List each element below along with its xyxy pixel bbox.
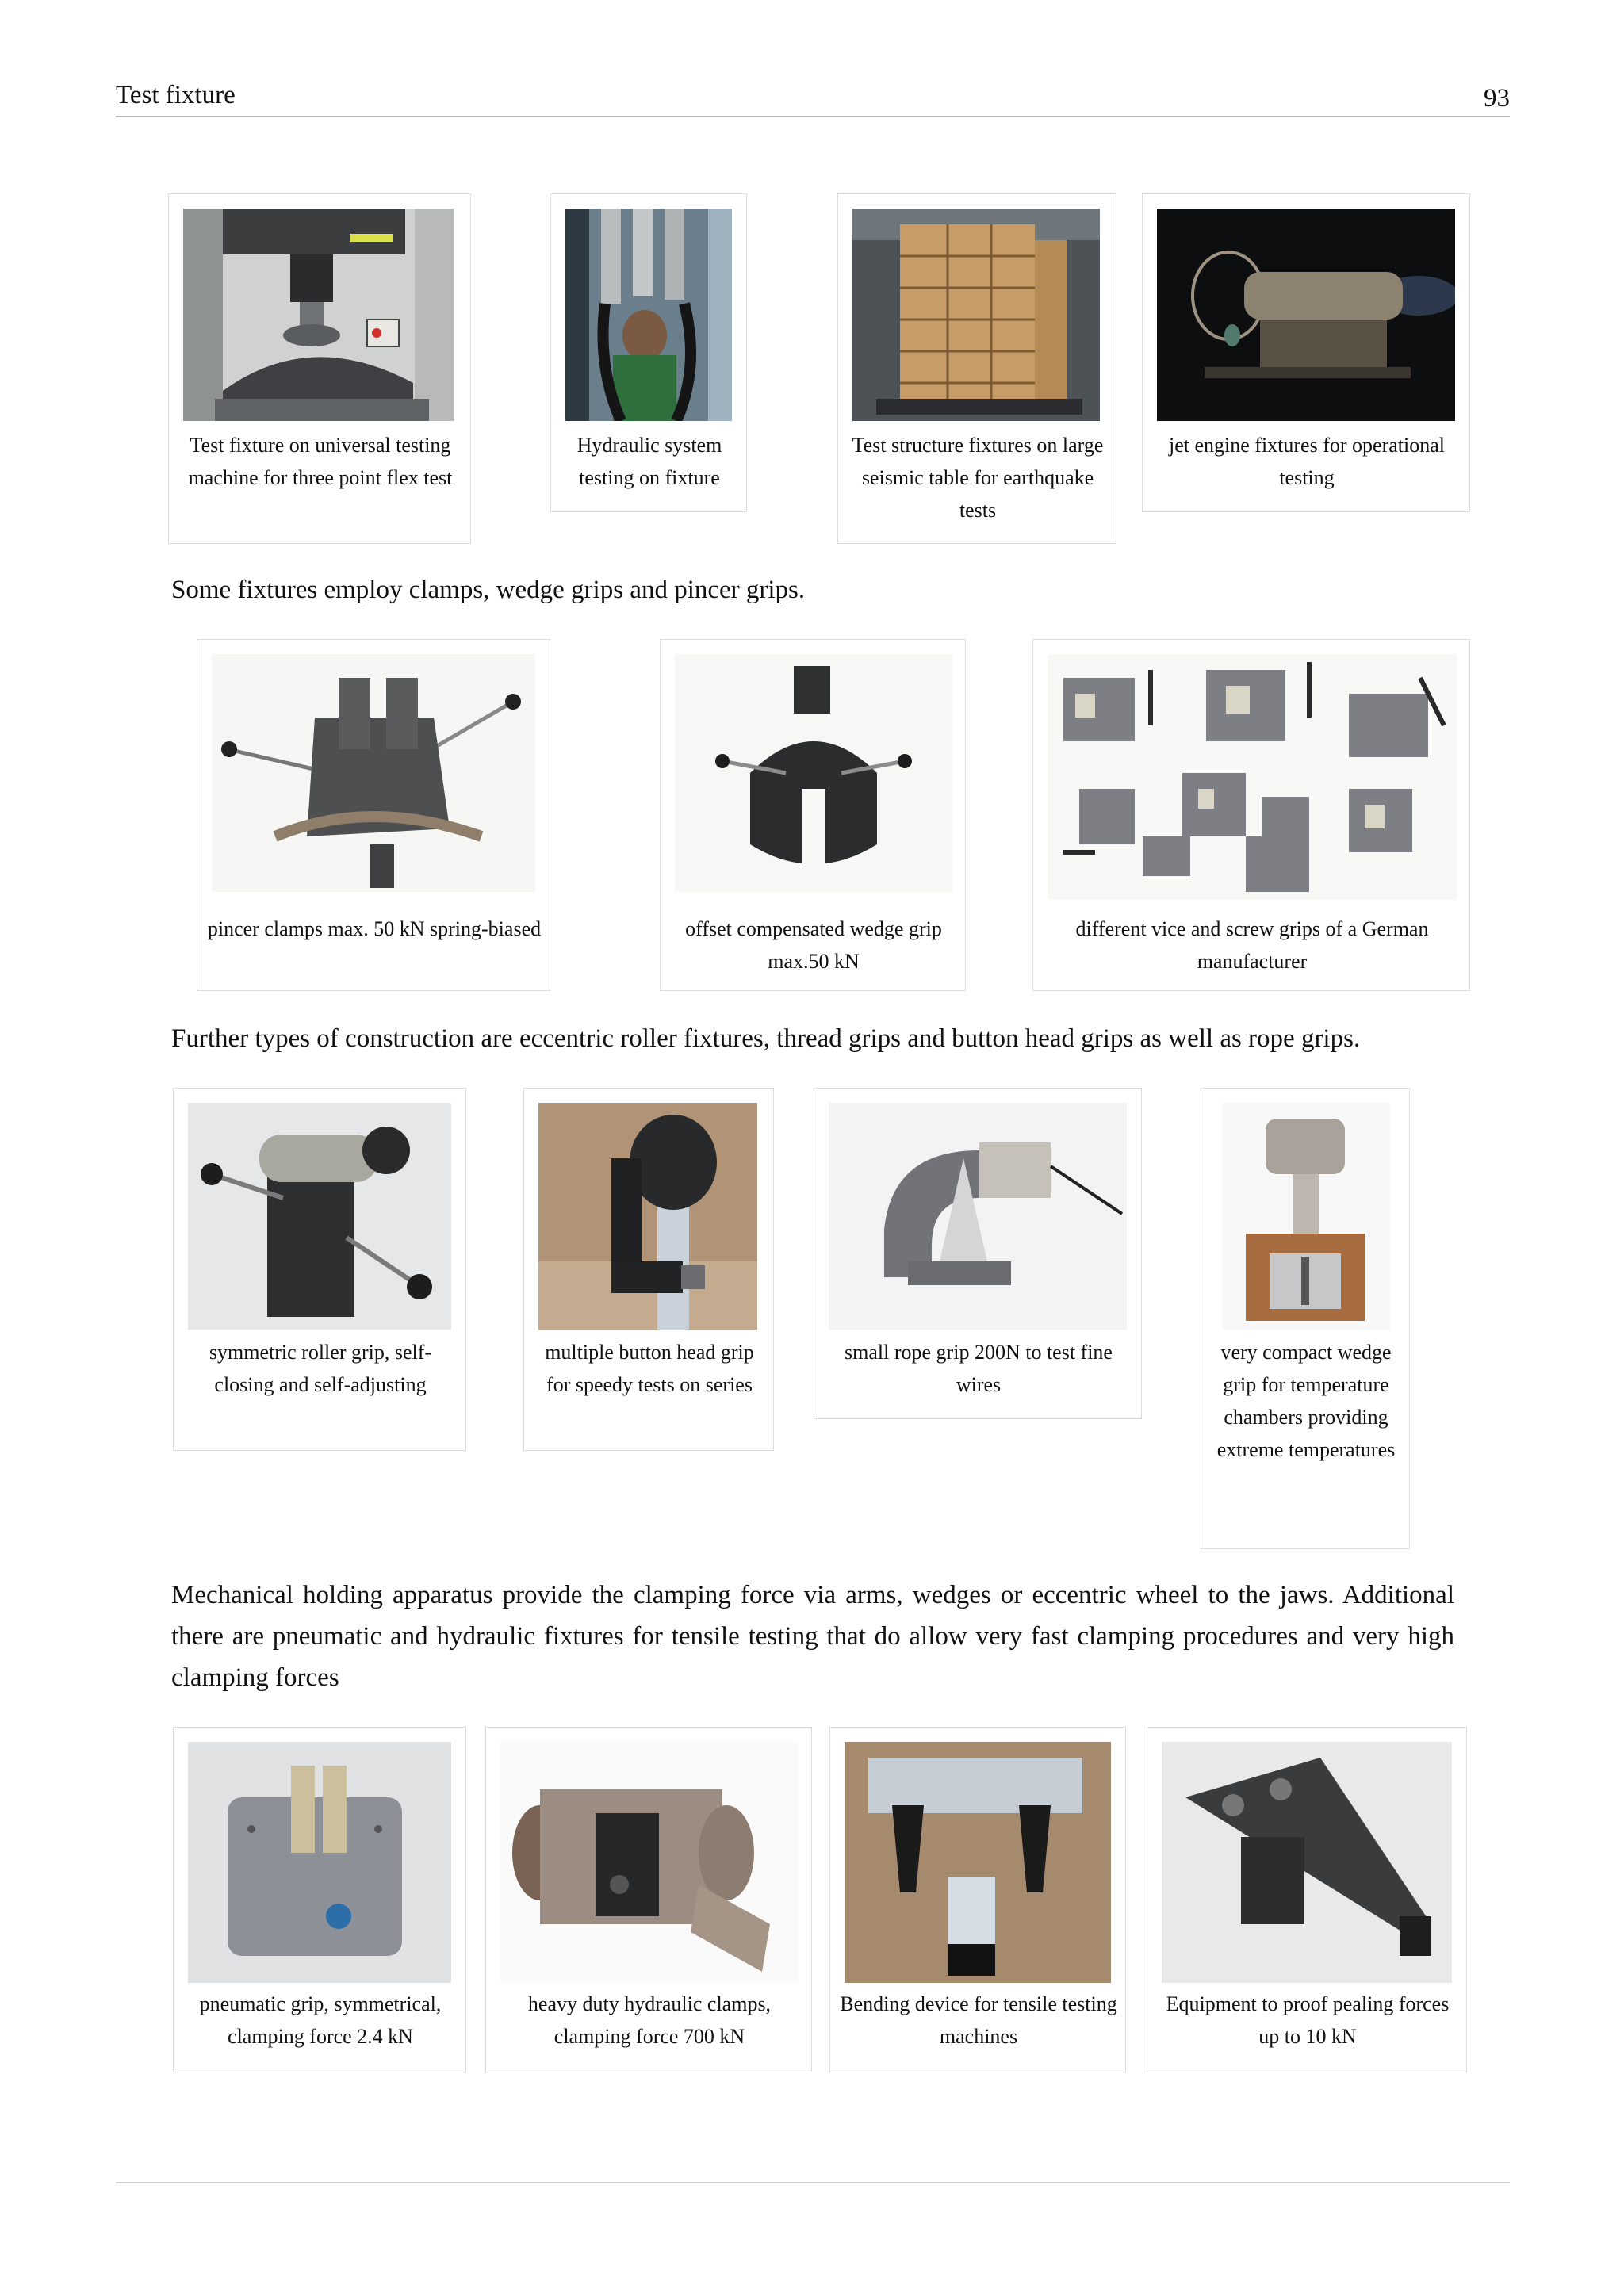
caption-wedge-grip: offset compensated wedge grip max.50 kN (685, 917, 942, 973)
paragraph-clamps: Some fixtures employ clamps, wedge grips and pincer grips. (171, 576, 806, 604)
figure-seismic-table (837, 193, 1116, 544)
caption-bending-device: Bending device for tensile testing machines (840, 1992, 1117, 2048)
caption-hydraulic-clamps: heavy duty hydraulic clamps, clamping force 700 kN (527, 1992, 772, 2048)
caption-compact-wedge-grip: very compact wedge grip for temperature chambers providing extreme temperatures (1216, 1341, 1396, 1461)
photo-seismic-table (852, 209, 1100, 421)
photo-pneumatic-grip (188, 1742, 451, 1983)
photo-hydraulic-system (565, 209, 732, 421)
photo-pincer-clamps (212, 654, 535, 892)
page-number: 93 (1484, 84, 1510, 113)
figure-roller-grip (173, 1088, 466, 1451)
paragraph-mechanical-holding: Mechanical holding apparatus provide the clamping force via arms, wedges or eccentric wheel to the jaws. Additional there are pneumatic and hydraulic fixtures for tensile testing that do allow very fast clamping procedures and very high clamping forces (171, 1581, 1454, 1692)
figure-hydraulic-system (550, 193, 747, 512)
photo-hydraulic-clamps (500, 1742, 799, 1983)
photo-universal-testing-machine (183, 209, 454, 421)
figure-peeling-equipment (1147, 1727, 1467, 2072)
footer-rule (116, 2182, 1510, 2183)
figure-pincer-clamps (197, 639, 550, 991)
caption-roller-grip: symmetric roller grip, self-closing and self-adjusting (209, 1341, 432, 1396)
figure-bending-device (829, 1727, 1126, 2072)
running-header (116, 76, 1510, 117)
caption-vice-grips: different vice and screw grips of a German manufacturer (1075, 917, 1429, 973)
photo-button-head-grip (538, 1103, 757, 1330)
figure-universal-testing-machine (168, 193, 471, 544)
photo-jet-engine (1157, 209, 1455, 421)
figure-vice-grips (1032, 639, 1470, 991)
photo-vice-grips (1048, 654, 1457, 900)
paragraph-construction-types: Further types of construction are eccentric roller fixtures, thread grips and button head grips as well as rope grips. (171, 1024, 1361, 1053)
figure-button-head-grip (523, 1088, 774, 1451)
caption-hydraulic-system: Hydraulic system testing on fixture (576, 434, 722, 489)
photo-peeling-equipment (1162, 1742, 1452, 1983)
caption-universal-testing-machine: Test fixture on universal testing machine for three point flex test (188, 434, 453, 489)
photo-rope-grip (829, 1103, 1127, 1330)
photo-bending-device (845, 1742, 1111, 1983)
caption-pneumatic-grip: pneumatic grip, symmetrical, clamping force 2.4 kN (199, 1992, 442, 2048)
caption-peeling-equipment: Equipment to proof pealing forces up to 10 kN (1166, 1992, 1450, 2048)
figure-jet-engine (1142, 193, 1470, 512)
header-title: Test fixture (116, 81, 236, 109)
caption-button-head-grip: multiple button head grip for speedy tests on series (545, 1341, 754, 1396)
figure-compact-wedge-grip (1201, 1088, 1410, 1549)
caption-rope-grip: small rope grip 200N to test fine wires (845, 1341, 1113, 1396)
photo-wedge-grip (675, 654, 952, 892)
figure-wedge-grip (660, 639, 966, 991)
caption-jet-engine: jet engine fixtures for operational testing (1169, 434, 1445, 489)
caption-pincer-clamps: pincer clamps max. 50 kN spring-biased (207, 917, 542, 940)
photo-roller-grip (188, 1103, 451, 1330)
caption-seismic-table: Test structure fixtures on large seismic table for earthquake tests (852, 434, 1104, 522)
figure-hydraulic-clamps (485, 1727, 812, 2072)
photo-compact-wedge-grip (1222, 1103, 1390, 1330)
figure-pneumatic-grip (173, 1727, 466, 2072)
figure-rope-grip (814, 1088, 1142, 1419)
